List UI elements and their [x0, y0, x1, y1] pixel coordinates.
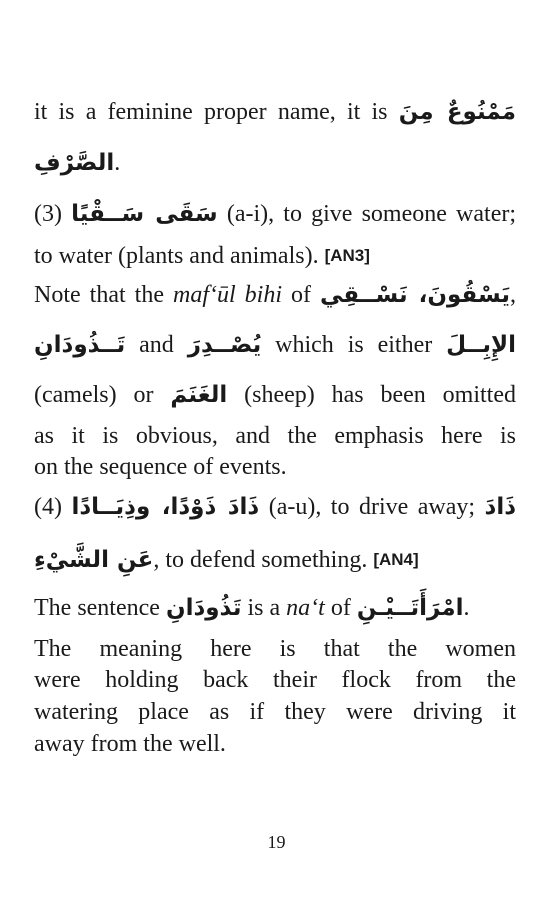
arabic-term: سَقَى سَــقْيًا: [71, 201, 218, 227]
text-line-14: [34, 665, 516, 695]
text-run: , to defend something.: [153, 547, 374, 573]
arabic-term: الغَنَمَ: [170, 382, 228, 408]
text-line-13: [34, 634, 516, 664]
text-run: it is a feminine proper name, it is: [34, 99, 399, 125]
text-run: which is either: [261, 332, 447, 358]
text-run: is a: [241, 595, 287, 621]
arabic-term: عَنِ الشَّيْءِ: [34, 547, 154, 573]
arabic-term: الصَّرْفِ: [34, 150, 115, 176]
text-line-12: [34, 593, 516, 623]
text-run: of: [282, 282, 321, 308]
text-line-9: [34, 452, 516, 482]
italic-term: na‘t: [286, 595, 325, 621]
text-line-11: [34, 545, 516, 575]
text-run: (a-u), to drive away;: [259, 494, 485, 520]
text-run: on the sequence of events.: [34, 454, 287, 480]
arabic-term: ذَادَ: [484, 494, 517, 520]
text-run: .: [463, 595, 470, 621]
page-number: 19: [267, 832, 286, 852]
text-run: (4): [34, 494, 72, 520]
arabic-term: مَمْنُوعٌ مِنَ: [398, 99, 517, 125]
text-line-2: [34, 148, 516, 178]
annotation-tag: [AN4]: [373, 550, 419, 569]
arabic-term: تَذُودَانِ: [165, 595, 242, 621]
text-run: Note that the: [34, 282, 173, 308]
text-run: as it is obvious, and the emphasis here is: [34, 423, 516, 449]
text-run: (a-i), to give someone water;: [217, 201, 517, 227]
text-line-7: [34, 380, 516, 410]
text-line-6: [34, 330, 516, 360]
arabic-term: امْرَأَتَــيْـنِ: [356, 595, 464, 621]
annotation-tag: [AN3]: [324, 246, 370, 265]
text-run: ,: [510, 282, 516, 308]
text-line-10: [34, 492, 516, 522]
text-run: The sentence: [34, 595, 166, 621]
text-run: (sheep) has been omitted: [227, 382, 516, 408]
text-line-15: [34, 697, 516, 727]
text-run: of: [324, 595, 357, 621]
text-run: away from the well.: [34, 731, 226, 757]
arabic-term: ذَادَ ذَوْدًا، وذِيَــادًا: [71, 494, 260, 520]
arabic-term: يَسْقُونَ، نَسْــقِي: [320, 282, 510, 308]
text-line-4: [34, 241, 516, 271]
text-run: were holding back their flock from the: [34, 667, 516, 693]
italic-term: maf‘ūl bihi: [172, 282, 282, 308]
text-run: (camels) or: [34, 382, 171, 408]
text-line-3: [34, 199, 516, 229]
text-run: .: [114, 150, 121, 176]
text-line-1: [34, 97, 516, 127]
text-run: (3): [34, 201, 72, 227]
arabic-term: تَــذُودَانِ: [34, 332, 126, 358]
text-run: watering place as if they were driving it: [34, 699, 516, 725]
text-run: to water (plants and animals).: [34, 243, 325, 269]
arabic-term: الإِبِــلَ: [446, 332, 517, 358]
text-line-16: [34, 729, 516, 759]
arabic-term: يُصْــدِرَ: [187, 332, 262, 358]
text-line-5: [34, 280, 516, 310]
text-run: and: [125, 332, 188, 358]
text-run: The meaning here is that the women: [34, 636, 516, 662]
text-line-8: [34, 421, 516, 451]
